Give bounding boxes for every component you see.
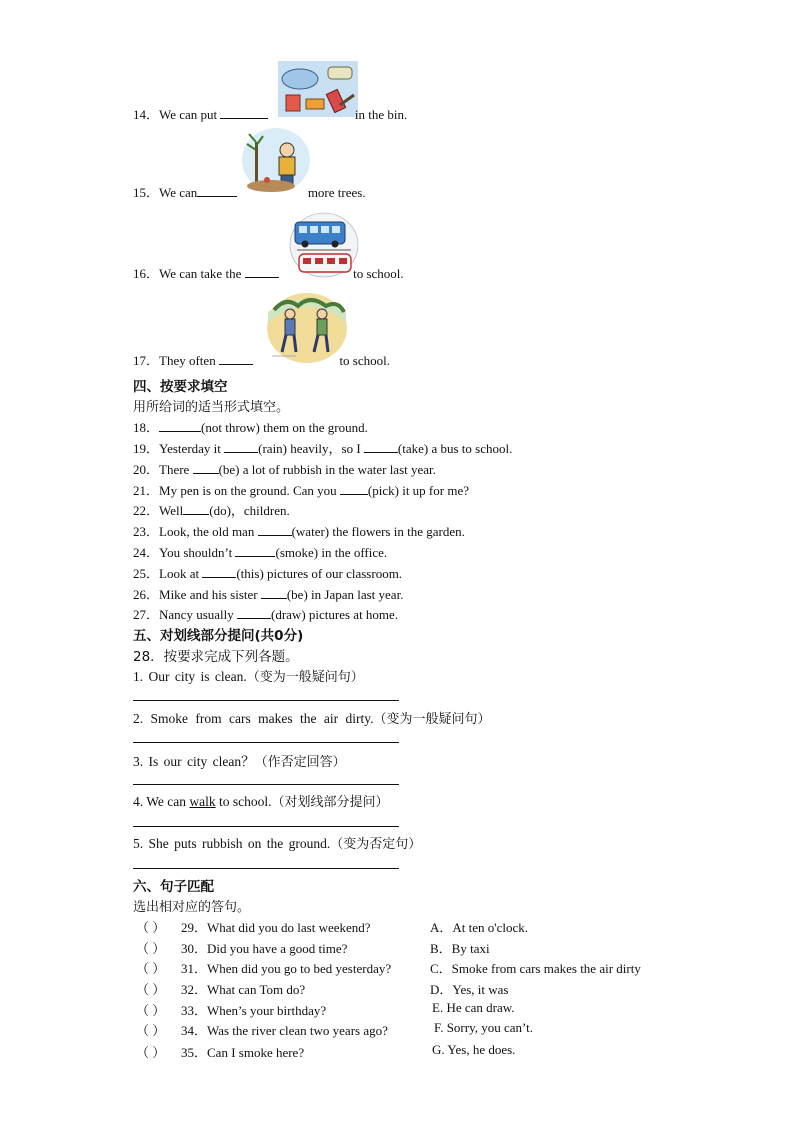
- answer-blank[interactable]: [183, 503, 209, 515]
- answer-bracket[interactable]: （ ）: [136, 920, 166, 935]
- match-answer: C．Smoke from cars makes the air dirty: [430, 961, 641, 976]
- question-number: 17．: [133, 353, 160, 368]
- question-text: We can take the: [159, 266, 242, 281]
- question-text: We can put: [159, 107, 218, 122]
- match-question: 34．Was the river clean two years ago?: [181, 1023, 388, 1038]
- answer-blank[interactable]: [193, 462, 219, 474]
- answer-line[interactable]: [133, 826, 399, 827]
- match-question: 33．When’s your birthday?: [181, 1003, 327, 1018]
- answer-bracket[interactable]: （ ）: [136, 1003, 166, 1018]
- match-question: 30．Did you have a good time?: [181, 941, 348, 956]
- question-18: 18． (not throw) them on the ground.: [133, 420, 368, 435]
- underlined-word: walk: [189, 794, 216, 809]
- question-23: 23．Look, the old man (water) the flowers in the garden.: [133, 524, 465, 539]
- question-22: 22．Well (do)，children.: [133, 503, 290, 518]
- match-answer: F. Sorry, you can’t.: [434, 1020, 533, 1035]
- match-answer: G. Yes, he does.: [432, 1042, 516, 1057]
- match-answer: B．By taxi: [430, 941, 490, 956]
- match-question: 31．When did you go to bed yesterday?: [181, 961, 392, 976]
- question-text: to school.: [353, 266, 404, 281]
- answer-blank[interactable]: [224, 441, 258, 453]
- question-20: 20．There (be) a lot of rubbish in the water last year.: [133, 462, 436, 477]
- section-4-instruction: 用所给词的适当形式填空。: [133, 400, 290, 415]
- answer-line[interactable]: [133, 700, 399, 701]
- section-5-title: 五、对划线部分提问(共0分): [133, 628, 304, 644]
- question-28-heading: 28．按要求完成下列各题。: [133, 649, 299, 665]
- question-text: in the bin.: [354, 107, 408, 122]
- question-24: 24．You shouldn’t (smoke) in the office.: [133, 545, 388, 560]
- transform-item-3: 3. Is our city clean？（作否定回答）: [133, 754, 346, 770]
- question-17: [133, 350, 390, 369]
- answer-bracket[interactable]: （ ）: [136, 1045, 166, 1060]
- answer-blank[interactable]: [220, 107, 268, 119]
- answer-bracket[interactable]: （ ）: [136, 941, 166, 956]
- question-text: more trees.: [307, 185, 366, 200]
- question-text: to school.: [339, 353, 390, 368]
- match-answer: E. He can draw.: [432, 1000, 515, 1015]
- answer-blank[interactable]: [245, 266, 279, 278]
- answer-bracket[interactable]: （ ）: [136, 982, 166, 997]
- question-27: 27．Nancy usually (draw) pictures at home.: [133, 607, 399, 622]
- answer-blank[interactable]: [340, 483, 368, 495]
- transform-item-4: 4. We can walk to school.（对划线部分提问）: [133, 794, 389, 810]
- match-question: 29．What did you do last weekend?: [181, 920, 371, 935]
- match-answer: D．Yes, it was: [430, 982, 509, 997]
- question-21: 21．My pen is on the ground. Can you (pick) it up for me?: [133, 483, 469, 498]
- answer-blank[interactable]: [197, 185, 237, 197]
- answer-line[interactable]: [133, 742, 399, 743]
- answer-blank[interactable]: [235, 545, 275, 557]
- question-number: 15．: [133, 185, 160, 200]
- question-16: [133, 263, 404, 282]
- question-14: [133, 104, 407, 123]
- section-6-instruction: 选出相对应的答句。: [133, 900, 251, 915]
- answer-blank[interactable]: [219, 353, 253, 365]
- match-answer: A．At ten o'clock.: [430, 920, 529, 935]
- section-4-title: 四、按要求填空: [133, 379, 228, 395]
- answer-blank[interactable]: [202, 566, 236, 578]
- match-question: 35．Can I smoke here?: [181, 1045, 305, 1060]
- match-question: 32．What can Tom do?: [181, 982, 306, 997]
- question-25: 25．Look at (this) pictures of our classroom.: [133, 566, 403, 581]
- answer-blank[interactable]: [364, 441, 398, 453]
- transform-item-5: 5. She puts rubbish on the ground.（变为否定句）: [133, 836, 422, 852]
- answer-line[interactable]: [133, 784, 399, 785]
- question-19: 19．Yesterday it (rain) heavily，so I (take) a bus to school.: [133, 441, 513, 456]
- question-number: 16．: [133, 266, 160, 281]
- question-26: 26．Mike and his sister (be) in Japan last year.: [133, 587, 404, 602]
- question-text: We can: [159, 185, 198, 200]
- question-text: They often: [159, 353, 216, 368]
- answer-blank[interactable]: [237, 607, 271, 619]
- answer-line[interactable]: [133, 868, 399, 869]
- answer-blank[interactable]: [258, 524, 292, 536]
- question-number: 14．: [133, 107, 160, 122]
- answer-bracket[interactable]: （ ）: [136, 1023, 166, 1038]
- answer-blank[interactable]: [261, 587, 287, 599]
- answer-bracket[interactable]: （ ）: [136, 961, 166, 976]
- answer-blank[interactable]: [159, 420, 201, 432]
- question-15: [133, 182, 366, 201]
- section-6-title: 六、句子匹配: [133, 879, 214, 895]
- transform-item-1: 1. Our city is clean.（变为一般疑问句）: [133, 669, 364, 685]
- transform-item-2: 2. Smoke from cars makes the air dirty.（变为一般疑问句）: [133, 711, 491, 727]
